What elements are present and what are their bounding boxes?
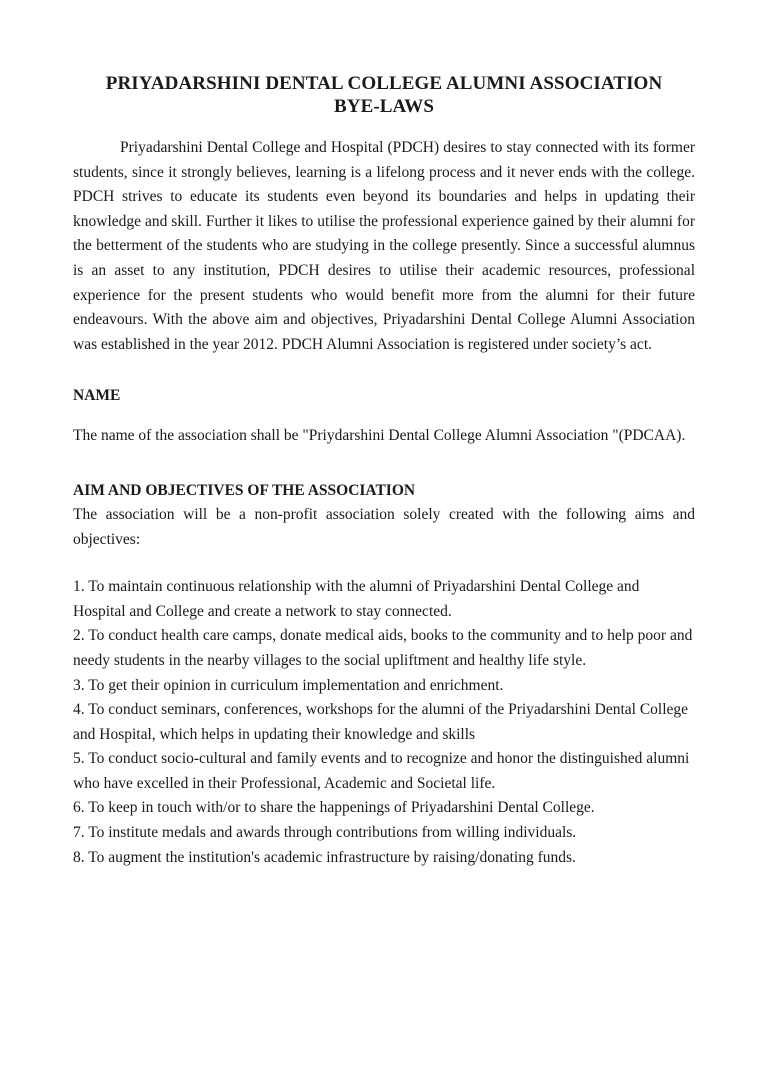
list-item: 4. To conduct seminars, conferences, workshops for the alumni of the Priyadarshini Dental College and Hospital, which helps in updating their knowledge and skills: [73, 701, 689, 743]
list-item: 1. To maintain continuous relationship with the alumni of Priyadarshini Dental College and Hospital and College and create a network to stay connected.: [73, 578, 640, 620]
intro-paragraph: Priyadarshini Dental College and Hospital (PDCH) desires to stay connected with its former students, since it strongly believes, learning is a lifelong process and it never ends with the college. PDCH strives to educate its students even beyond its boundaries and helps in updating their knowledge and skill. Further it likes to utilise the professional experience gained by their alumni for the betterment of the students who are studying in the college presently. Since a successful alumnus is an asset to any institution, PDCH desires to utilise their academic resources, professional experience for the present students who would benefit more from the alumni for their future endeavours. With the above aim and objectives, Priyadarshini Dental College Alumni Association was established in the year 2012. PDCH Alumni Association is registered under society’s act.: [73, 139, 695, 353]
objectives-list: [73, 575, 695, 870]
list-item: 5. To conduct socio-cultural and family events and to recognize and honor the distinguished alumni who have excelled in their Professional, Academic and Societal life.: [73, 750, 690, 792]
aim-objectives-paragraph: The association will be a non-profit association solely created with the following aims and objectives:: [73, 505, 695, 548]
aim-objectives-heading: AIM AND OBJECTIVES OF THE ASSOCIATION: [73, 481, 416, 499]
list-item: 3. To get their opinion in curriculum implementation and enrichment.: [73, 676, 504, 694]
list-item: 8. To augment the institution's academic infrastructure by raising/donating funds.: [73, 848, 576, 866]
name-heading: NAME: [73, 387, 121, 405]
title-line-2: BYE-LAWS: [333, 96, 435, 117]
list-item: 7. To institute medals and awards through contributions from willing individuals.: [73, 824, 577, 842]
list-item: 6. To keep in touch with/or to share the happenings of Priyadarshini Dental College.: [73, 799, 595, 817]
title-line-1: PRIYADARSHINI DENTAL COLLEGE ALUMNI ASSOCIATION: [105, 73, 663, 94]
name-paragraph: The name of the association shall be "Priydarshini Dental College Alumni Association "(PDCAA).: [73, 427, 686, 445]
list-item: 2. To conduct health care camps, donate medical aids, books to the community and to help poor and needy students in the nearby villages to the social upliftment and healthy life style.: [73, 627, 693, 669]
document-title: [73, 72, 695, 118]
